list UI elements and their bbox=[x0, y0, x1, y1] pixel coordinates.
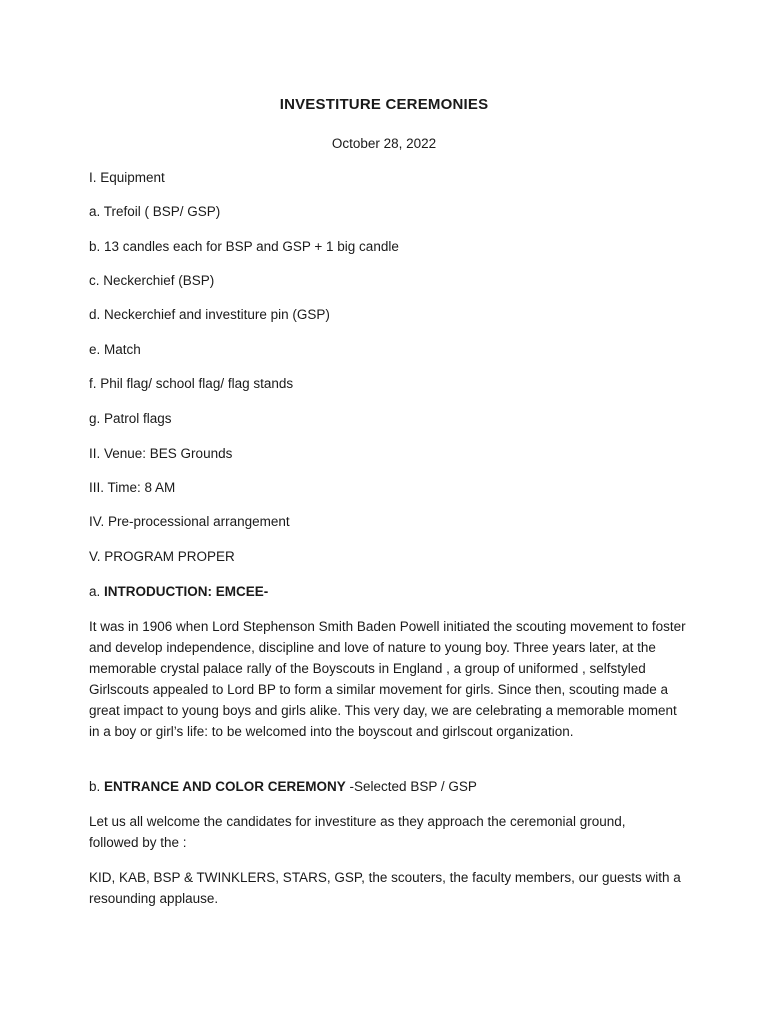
equipment-item: c. Neckerchief (BSP) bbox=[89, 273, 215, 288]
introduction-heading: INTRODUCTION: EMCEE- bbox=[104, 584, 269, 599]
welcome-paragraph: Let us all welcome the candidates for investiture as they approach the ceremonial ground, followed by the : bbox=[89, 814, 626, 850]
equipment-item: g. Patrol flags bbox=[89, 411, 172, 426]
entrance-suffix: -Selected BSP / GSP bbox=[345, 779, 477, 794]
program-proper-heading: V. PROGRAM PROPER bbox=[89, 549, 235, 564]
entrance-prefix: b. bbox=[89, 779, 105, 794]
equipment-item: d. Neckerchief and investiture pin (GSP) bbox=[89, 307, 330, 322]
document-date: October 28, 2022 bbox=[331, 136, 437, 151]
introduction-heading-line bbox=[89, 584, 268, 599]
pre-processional-line: IV. Pre-processional arrangement bbox=[89, 514, 290, 529]
groups-paragraph: KID, KAB, BSP & TWINKLERS, STARS, GSP, the scouters, the faculty members, our guests with a resounding applause. bbox=[89, 870, 681, 906]
section-equipment-heading: I. Equipment bbox=[89, 170, 165, 185]
equipment-item: a. Trefoil ( BSP/ GSP) bbox=[89, 204, 221, 219]
entrance-heading: ENTRANCE AND COLOR CEREMONY bbox=[104, 779, 346, 794]
venue-line: II. Venue: BES Grounds bbox=[89, 446, 233, 461]
equipment-item: e. Match bbox=[89, 342, 141, 357]
document-title: INVESTITURE CEREMONIES bbox=[279, 96, 489, 113]
entrance-heading-line bbox=[89, 779, 477, 794]
equipment-item: b. 13 candles each for BSP and GSP + 1 big candle bbox=[89, 239, 399, 254]
equipment-item: f. Phil flag/ school flag/ flag stands bbox=[89, 376, 294, 391]
introduction-paragraph: It was in 1906 when Lord Stephenson Smith Baden Powell initiated the scouting movement to foster and develop independence, discipline and love of nature to young boy. Three years later, at the memorable crystal palace rally of the Boyscouts in England , a group of uniformed , selfstyled Girlscouts appealed to Lord BP to form a similar movement for girls. Since then, scouting made a great impact to young boys and girls alike. This very day, we are celebrating a memorable moment in a boy or girl’s life: to be welcomed into the boyscout and girlscout organization. bbox=[89, 619, 686, 739]
introduction-prefix: a. bbox=[89, 584, 105, 599]
time-line: III. Time: 8 AM bbox=[89, 480, 176, 495]
